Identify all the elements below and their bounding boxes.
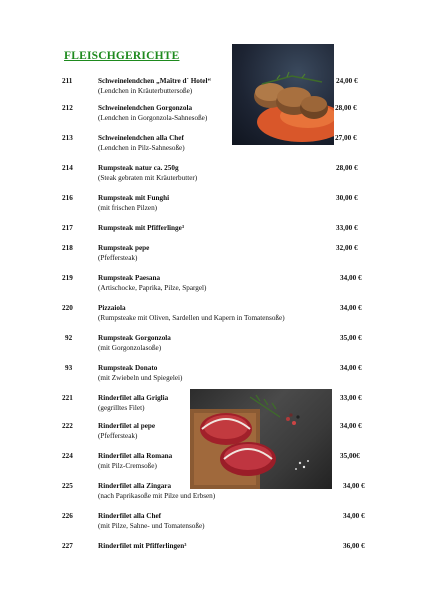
menu-item-name: Rinderfilet al pepe [98, 422, 156, 430]
menu-item-price: 34,00 € [340, 274, 362, 282]
menu-item-description: (mit Pilz-Cremsoße) [98, 462, 157, 470]
menu-item-number: 212 [62, 104, 73, 112]
menu-item-number: 218 [62, 244, 73, 252]
menu-item-price: 33,00 € [336, 224, 358, 232]
menu-item-number: 227 [62, 542, 73, 550]
menu-item-number: 219 [62, 274, 73, 282]
menu-item-name: Rumpsteak natur ca. 250g [98, 164, 179, 172]
menu-item-price: 36,00 € [343, 542, 365, 550]
menu-item-description: (nach Paprikasoße mit Pilze und Erbsen) [98, 492, 216, 500]
menu-item-number: 213 [62, 134, 73, 142]
menu-item-description: (Pfeffersteak) [98, 254, 138, 262]
menu-item-number: 222 [62, 422, 73, 430]
menu-item-number: 221 [62, 394, 73, 402]
menu-item-name: Rinderfilet alla Chef [98, 512, 162, 520]
menu-item-name: Rumpsteak pepe [98, 244, 150, 252]
menu-item-name: Rumpsteak Donato [98, 364, 158, 372]
menu-item-price: 35,00 € [340, 334, 362, 342]
menu-item-number: 216 [62, 194, 73, 202]
menu-item-name: Schweinelendchen „Maître d´ Hotel“ [98, 77, 212, 85]
menu-item-price: 32,00 € [336, 244, 358, 252]
menu-item-price: 27,00 € [335, 134, 357, 142]
menu-item-name: Rumpsteak mit Pfifferlinge³ [98, 224, 184, 232]
menu-item-price: 28,00 € [335, 104, 357, 112]
menu-item-name: Rumpsteak Paesana [98, 274, 161, 282]
menu-item-name: Rinderfilet alla Romana [98, 452, 173, 460]
menu-item-number: 224 [62, 452, 73, 460]
menu-item-description: (mit Zwiebeln und Spiegelei) [98, 374, 183, 382]
menu-item-name: Schweinelendchen alla Chef [98, 134, 184, 142]
menu-item-price: 34,00 € [340, 304, 362, 312]
menu-item-name: Rinderfilet mit Pfifferlingen³ [98, 542, 187, 550]
menu-item-name: Rinderfilet alla Zingara [98, 482, 172, 490]
menu-item-description: (mit frischen Pilzen) [98, 204, 158, 212]
menu-item-description: (Steak gebraten mit Kräuterbutter) [98, 174, 198, 182]
menu-item-price: 30,00 € [336, 194, 358, 202]
menu-item-description: (Lendchen in Gorgonzola-Sahnesoße) [98, 114, 208, 122]
menu-item-description: (Lendchen in Pilz-Sahnesoße) [98, 144, 185, 152]
menu-item-price: 28,00 € [336, 164, 358, 172]
menu-item-number: 217 [62, 224, 73, 232]
menu-item-description: (mit Gorgonzolasoße) [98, 344, 162, 352]
menu-item-price: 34,00 € [340, 422, 362, 430]
menu-item-name: Rumpsteak Gorgonzola [98, 334, 171, 342]
menu-item-name: Pizzaiola [98, 304, 126, 312]
menu-item-price: 33,00 € [340, 394, 362, 402]
menu-item-description: (Artischocke, Paprika, Pilze, Spargel) [98, 284, 207, 292]
pork-medallions-photo [232, 44, 334, 145]
raw-steaks-photo [190, 389, 332, 489]
menu-item-description: (mit Pilze, Sahne- und Tomatensoße) [98, 522, 205, 530]
menu-item-number: 93 [65, 364, 73, 372]
menu-item-description: (Rumpsteake mit Oliven, Sardellen und Kapern in Tomatensoße) [98, 314, 285, 322]
menu-item-number: 226 [62, 512, 73, 520]
menu-item-number: 211 [62, 77, 73, 85]
menu-item-name: Rumpsteak mit Funghi [98, 194, 170, 202]
menu-item-price: 34,00 € [343, 512, 365, 520]
menu-item-price: 35,00€ [340, 452, 360, 460]
menu-item-price: 24,00 € [336, 77, 358, 85]
section-title: FLEISCHGERICHTE [64, 50, 180, 62]
menu-item-description: (Pfeffersteak) [98, 432, 138, 440]
menu-item-name: Rinderfilet alla Griglia [98, 394, 169, 402]
menu-item-name: Schweinelendchen Gorgonzola [98, 104, 193, 112]
menu-item-number: 92 [65, 334, 73, 342]
menu-item-description: (Lendchen in Kräuterbuttersoße) [98, 87, 193, 95]
menu-item-number: 214 [62, 164, 73, 172]
menu-item-price: 34,00 € [343, 482, 365, 490]
menu-item-description: (gegrilltes Filet) [98, 404, 145, 412]
menu-item-price: 34,00 € [340, 364, 362, 372]
menu-item-number: 225 [62, 482, 73, 490]
menu-item-number: 220 [62, 304, 73, 312]
